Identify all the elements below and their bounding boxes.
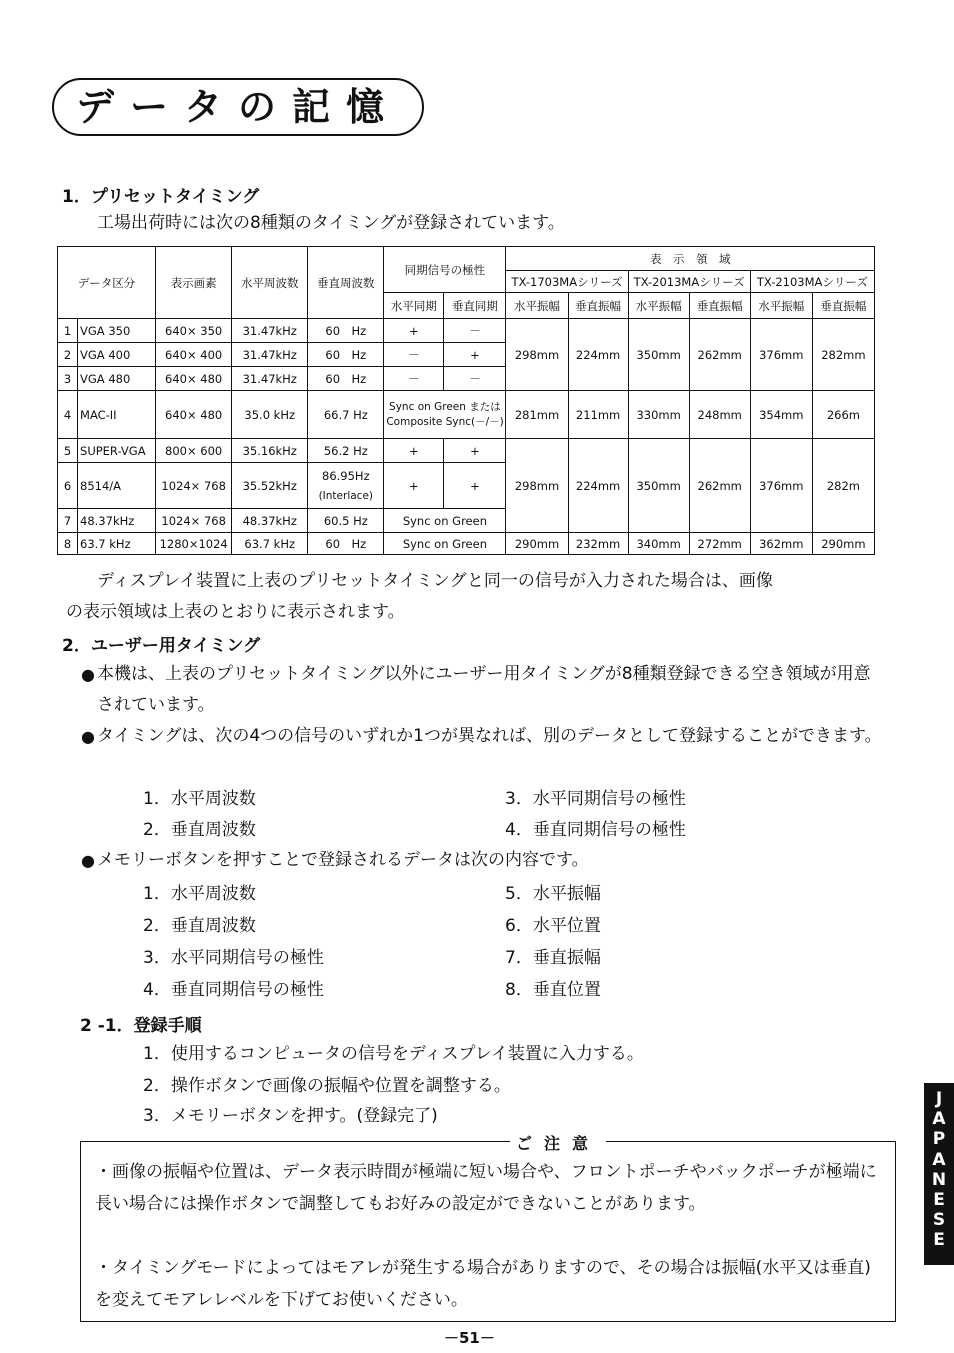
row-name: VGA 350 [78,319,156,343]
area-value: 330mm [628,391,689,439]
memory-item: 7．垂直振幅 [505,948,601,968]
tab-letter: E [933,1230,945,1251]
row-resolution: 1024× 768 [156,463,232,509]
row-v-frequency: 60.5 Hz [308,509,384,533]
row-v-sync: + [444,463,506,509]
caution-box [80,1142,896,1322]
header-v-width: 垂直振幅 [812,293,874,319]
row-name: SUPER-VGA [78,439,156,463]
row-v-frequency: 56.2 Hz [308,439,384,463]
row-v-frequency: 60 Hz [308,319,384,343]
area-value: 266m [812,391,874,439]
header-v-frequency: 垂直周波数 [308,247,384,319]
tab-letter: A [932,1149,946,1170]
table-note-line-2: の表示領域は上表のとおりに表示されます。 [66,602,405,622]
header-v-width: 垂直振幅 [689,293,750,319]
memory-item: 6．水平位置 [505,916,601,936]
area-value: 290mm [812,533,874,555]
preset-timing-table [57,246,875,555]
row-number: 7 [58,509,78,533]
row-v-frequency [308,463,384,509]
row-name: MAC-II [78,391,156,439]
row-name: 8514/A [78,463,156,509]
area-value: 362mm [750,533,812,555]
row-v-sync: － [444,319,506,343]
area-value: 262mm [689,439,750,533]
step-item: 3．メモリーボタンを押す。(登録完了) [143,1106,438,1126]
memory-item: 8．垂直位置 [505,980,601,1000]
page-number: －51－ [444,1329,495,1347]
area-value: 340mm [628,533,689,555]
area-value: 211mm [568,391,628,439]
row-resolution: 1024× 768 [156,509,232,533]
area-value: 298mm [506,319,568,391]
memory-item: 2．垂直周波数 [143,916,256,936]
bullet-dot-icon: ● [81,851,95,870]
row-h-frequency: 63.7 kHz [232,533,308,555]
row-v-sync: + [444,343,506,367]
row-h-frequency: 31.47kHz [232,343,308,367]
row-v-frequency: 60 Hz [308,533,384,555]
area-value: 281mm [506,391,568,439]
area-value: 354mm [750,391,812,439]
subsection-heading: 2 -1．登録手順 [80,1016,202,1036]
area-value: 262mm [689,319,750,391]
row-h-sync: + [384,463,444,509]
tab-letter: N [931,1169,947,1190]
area-value: 224mm [568,319,628,391]
step-item: 2．操作ボタンで画像の振幅や位置を調整する。 [143,1076,511,1096]
step-item: 1．使用するコンピュータの信号をディスプレイ装置に入力する。 [143,1044,644,1064]
row-h-frequency: 31.47kHz [232,367,308,391]
header-h-width: 水平振幅 [750,293,812,319]
row-h-sync: － [384,367,444,391]
bullet-item [81,721,887,752]
area-value: 224mm [568,439,628,533]
row-resolution: 640× 480 [156,391,232,439]
area-value: 282mm [812,319,874,391]
row-number: 1 [58,319,78,343]
area-value: 272mm [689,533,750,555]
area-value: 248mm [689,391,750,439]
table-row [58,533,875,555]
header-model-1703: TX-1703MAシリーズ [506,271,628,293]
row-v-frequency-value: 86.95Hz [322,468,370,483]
language-tab [924,1083,954,1265]
tab-letter: A [932,1109,946,1130]
header-v-width: 垂直振幅 [568,293,628,319]
table-note-line-1: ディスプレイ装置に上表のプリセットタイミングと同一の信号が入力された場合は、画像 [97,571,773,591]
row-h-frequency: 31.47kHz [232,319,308,343]
row-sync-line-1: Sync on Green または [389,400,501,413]
area-value: 350mm [628,319,689,391]
area-value: 232mm [568,533,628,555]
row-h-frequency: 35.0 kHz [232,391,308,439]
row-h-frequency: 35.16kHz [232,439,308,463]
row-resolution: 640× 400 [156,343,232,367]
header-model-2103: TX-2103MAシリーズ [750,271,874,293]
row-number: 6 [58,463,78,509]
row-v-frequency: 60 Hz [308,343,384,367]
row-number: 8 [58,533,78,555]
bullet-text: メモリーボタンを押すことで登録されるデータは次の内容です。 [97,850,589,870]
header-data-type: データ区分 [58,247,156,319]
signal-item: 1．水平周波数 [143,789,256,809]
area-value: 282m [812,439,874,533]
bullet-text: 本機は、上表のプリセットタイミング以外にユーザー用タイミングが8種類登録できる空き領域が用意されています。 [97,664,871,715]
row-h-sync: － [384,343,444,367]
row-resolution: 1280×1024 [156,533,232,555]
bullet-dot-icon: ● [81,727,95,746]
header-resolution: 表示画素 [156,247,232,319]
row-v-frequency-note: (Interlace) [318,489,374,502]
table-row [58,439,875,463]
header-h-width: 水平振幅 [628,293,689,319]
row-v-frequency: 66.7 Hz [308,391,384,439]
signal-item: 2．垂直周波数 [143,820,256,840]
row-resolution: 640× 350 [156,319,232,343]
caution-item: ・タイミングモードによってはモアレが発生する場合がありますので、その場合は振幅(水平又は垂直)を変えてモアレレベルを下げてお使いください。 [95,1258,871,1310]
row-name: VGA 480 [78,367,156,391]
signal-item: 3．水平同期信号の極性 [505,789,686,809]
page-title: データの記憶 [52,78,424,136]
bullet-item [81,659,887,721]
header-h-frequency: 水平周波数 [232,247,308,319]
caution-item: ・画像の振幅や位置は、データ表示時間が極端に短い場合や、フロントポーチやバックポーチが極端に長い場合には操作ボタンで調整してもお好みの設定ができないことがあります。 [95,1162,877,1214]
header-model-2013: TX-2013MAシリーズ [628,271,750,293]
row-v-frequency: 60 Hz [308,367,384,391]
tab-letter: J [935,1089,943,1109]
row-name: 48.37kHz [78,509,156,533]
row-name: VGA 400 [78,343,156,367]
signal-item: 4．垂直同期信号の極性 [505,820,686,840]
header-sync-polarity: 同期信号の極性 [384,247,506,293]
row-sync-combined: Sync on Green [384,509,506,533]
area-value: 376mm [750,319,812,391]
memory-item: 4．垂直同期信号の極性 [143,980,324,1000]
area-value: 376mm [750,439,812,533]
row-resolution: 640× 480 [156,367,232,391]
row-sync-combined [384,391,506,439]
row-number: 3 [58,367,78,391]
memory-item: 5．水平振幅 [505,884,601,904]
row-number: 5 [58,439,78,463]
row-name: 63.7 kHz [78,533,156,555]
table-row [58,319,875,343]
header-v-sync: 垂直同期 [444,293,506,319]
area-value: 290mm [506,533,568,555]
tab-letter: E [933,1190,945,1211]
memory-item: 3．水平同期信号の極性 [143,948,324,968]
row-v-sync: － [444,367,506,391]
row-resolution: 800× 600 [156,439,232,463]
row-h-frequency: 48.37kHz [232,509,308,533]
tab-letter: P [932,1129,946,1150]
row-number: 2 [58,343,78,367]
header-h-sync: 水平同期 [384,293,444,319]
caution-header [80,1131,896,1151]
row-number: 4 [58,391,78,439]
row-h-sync: + [384,319,444,343]
row-v-sync: + [444,439,506,463]
caution-label: ご注意 [510,1131,606,1154]
section-1-heading: 1．プリセットタイミング [62,187,260,207]
row-sync-line-2: Composite Sync(－/－) [386,415,504,428]
header-h-width: 水平振幅 [506,293,568,319]
tab-letter: S [932,1210,946,1231]
row-h-sync: + [384,439,444,463]
header-display-area: 表 示 領 域 [506,247,875,271]
row-sync-combined: Sync on Green [384,533,506,555]
bullet-dot-icon: ● [81,665,95,684]
section-1-intro: 工場出荷時には次の8種類のタイミングが登録されています。 [97,213,565,233]
bullet-text: タイミングは、次の4つの信号のいずれか1つが異なれば、別のデータとして登録することができます。 [97,726,882,746]
row-h-frequency: 35.52kHz [232,463,308,509]
caution-header-rule [80,1141,896,1142]
area-value: 298mm [506,439,568,533]
bullet-item [81,845,887,876]
section-2-heading: 2．ユーザー用タイミング [62,636,261,656]
area-value: 350mm [628,439,689,533]
memory-item: 1．水平周波数 [143,884,256,904]
table-row [58,391,875,439]
